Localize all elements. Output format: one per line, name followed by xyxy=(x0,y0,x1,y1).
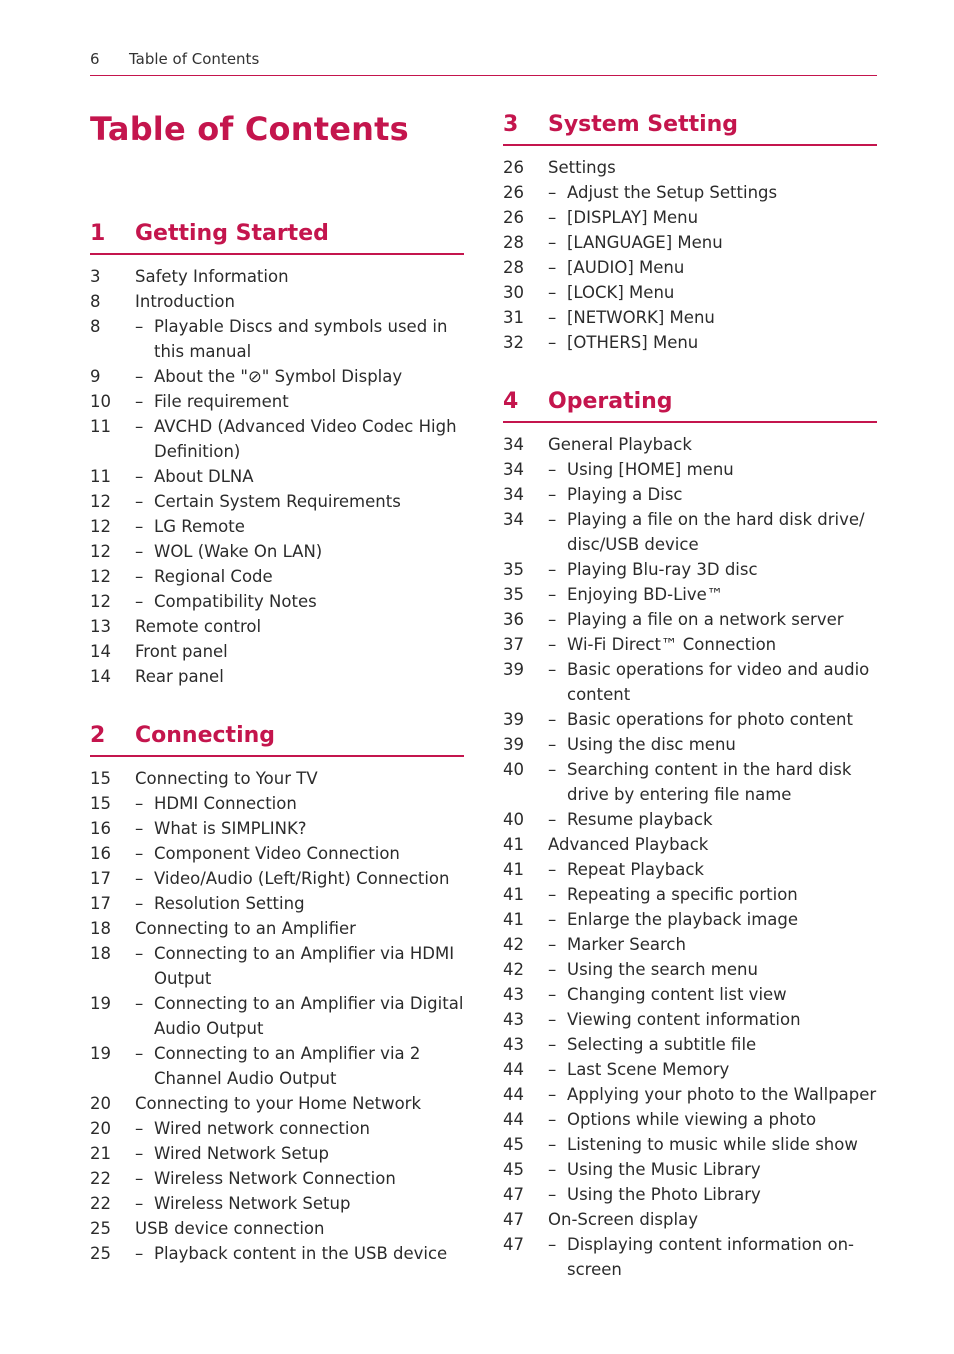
toc-entry-page: 35 xyxy=(503,585,524,604)
toc-entry xyxy=(90,866,464,891)
toc-entry-dash: – xyxy=(548,585,557,604)
toc-entry xyxy=(90,639,464,664)
toc-entry-page: 16 xyxy=(90,844,111,863)
toc-entry-page: 10 xyxy=(90,392,111,411)
toc-entry-page: 40 xyxy=(503,810,524,829)
toc-entry-dash: – xyxy=(135,1244,144,1263)
section-title: System Setting xyxy=(548,112,739,137)
toc-entry-page: 43 xyxy=(503,1010,524,1029)
toc-entry-page: 15 xyxy=(90,769,111,788)
toc-entry-page: 11 xyxy=(90,417,111,436)
toc-entry-text: About the "⊘" Symbol Display xyxy=(154,367,403,386)
toc-entry xyxy=(503,832,877,857)
toc-entry-dash: – xyxy=(548,935,557,954)
toc-entry xyxy=(503,657,877,707)
toc-entry xyxy=(503,882,877,907)
toc-entry-dash: – xyxy=(135,317,144,336)
toc-entry-text: Viewing content information xyxy=(567,1010,801,1029)
section-header xyxy=(90,723,464,757)
toc-entry-page: 17 xyxy=(90,894,111,913)
toc-entry-page: 30 xyxy=(503,283,524,302)
toc-entry-dash: – xyxy=(548,183,557,202)
toc-entry-dash: – xyxy=(135,944,144,963)
toc-entry-text: USB device connection xyxy=(135,1219,325,1238)
toc-entry-dash: – xyxy=(135,392,144,411)
toc-entry-text: Using the search menu xyxy=(567,960,758,979)
toc-entry-text: Basic operations for photo content xyxy=(567,710,853,729)
toc-entry-text: Using the disc menu xyxy=(567,735,736,754)
toc-entry xyxy=(503,557,877,582)
toc-entry-text: Displaying content information on-screen xyxy=(567,1235,854,1279)
toc-entry-text: [OTHERS] Menu xyxy=(567,333,699,352)
toc-entry-page: 14 xyxy=(90,642,111,661)
toc-entry-dash: – xyxy=(548,258,557,277)
toc-entry xyxy=(503,957,877,982)
toc-entry xyxy=(503,707,877,732)
toc-entry-dash: – xyxy=(548,735,557,754)
toc-entry-dash: – xyxy=(135,417,144,436)
toc-entry-dash: – xyxy=(135,467,144,486)
toc-entry-text: Connecting to an Amplifier via Digital Audio Output xyxy=(154,994,464,1038)
toc-entry-text: Enlarge the playback image xyxy=(567,910,799,929)
toc-entry-page: 42 xyxy=(503,935,524,954)
toc-entry xyxy=(503,205,877,230)
toc-entry xyxy=(503,330,877,355)
toc-entry xyxy=(503,807,877,832)
toc-entry-text: Using [HOME] menu xyxy=(567,460,734,479)
toc-entry-page: 47 xyxy=(503,1210,524,1229)
toc-entry xyxy=(90,464,464,489)
toc-entry-page: 8 xyxy=(90,317,101,336)
toc-entry-text: Enjoying BD-Live™ xyxy=(567,585,724,604)
toc-entry xyxy=(503,732,877,757)
toc-entry-text: AVCHD (Advanced Video Codec High Definition) xyxy=(154,417,457,461)
toc-entry-page: 37 xyxy=(503,635,524,654)
toc-entry-dash: – xyxy=(548,760,557,779)
toc-entry-text: Wireless Network Setup xyxy=(154,1194,351,1213)
toc-entry-text: What is SIMPLINK? xyxy=(154,819,307,838)
toc-entry-page: 9 xyxy=(90,367,101,386)
toc-entry-page: 44 xyxy=(503,1110,524,1129)
toc-entry-page: 39 xyxy=(503,710,524,729)
toc-entry-text: Front panel xyxy=(135,642,228,661)
toc-entry-text: Remote control xyxy=(135,617,262,636)
toc-entry-dash: – xyxy=(548,233,557,252)
toc-entry-page: 39 xyxy=(503,660,524,679)
toc-entry-page: 12 xyxy=(90,592,111,611)
toc-entry-dash: – xyxy=(135,542,144,561)
toc-entry xyxy=(90,614,464,639)
toc-entry-text: Using the Music Library xyxy=(567,1160,761,1179)
toc-entry xyxy=(503,1207,877,1232)
toc-entry-text: [DISPLAY] Menu xyxy=(567,208,699,227)
toc-entry-dash: – xyxy=(548,810,557,829)
toc-entry-page: 28 xyxy=(503,233,524,252)
toc-entry-text: On-Screen display xyxy=(548,1210,698,1229)
toc-entry xyxy=(90,891,464,916)
toc-entry-dash: – xyxy=(135,567,144,586)
toc-entry xyxy=(503,482,877,507)
toc-entry xyxy=(90,1166,464,1191)
toc-entry xyxy=(90,1216,464,1241)
toc-entry-text: Changing content list view xyxy=(567,985,787,1004)
toc-entry-page: 26 xyxy=(503,208,524,227)
toc-entry xyxy=(90,1041,464,1091)
toc-entry-text: Using the Photo Library xyxy=(567,1185,761,1204)
toc-entry-page: 3 xyxy=(90,267,101,286)
toc-entry-text: Compatibility Notes xyxy=(154,592,317,611)
toc-entry-text: File requirement xyxy=(154,392,289,411)
toc-entry xyxy=(503,1232,877,1282)
toc-entry-text: Connecting to an Amplifier via 2 Channel Audio Output xyxy=(154,1044,421,1088)
toc-entry xyxy=(503,280,877,305)
toc-entry-text: Connecting to your Home Network xyxy=(135,1094,422,1113)
toc-entry xyxy=(503,432,877,457)
toc-entry xyxy=(503,1107,877,1132)
toc-entry xyxy=(90,1116,464,1141)
toc-entry-dash: – xyxy=(548,283,557,302)
toc-entry-dash: – xyxy=(548,1185,557,1204)
toc-entry-dash: – xyxy=(135,1194,144,1213)
toc-entry-text: [LOCK] Menu xyxy=(567,283,675,302)
toc-entry-page: 16 xyxy=(90,819,111,838)
toc-entry-dash: – xyxy=(548,910,557,929)
toc-entry xyxy=(90,766,464,791)
toc-entry-text: Regional Code xyxy=(154,567,273,586)
toc-entry-dash: – xyxy=(548,960,557,979)
toc-entry-dash: – xyxy=(135,517,144,536)
section-title: Operating xyxy=(548,389,673,414)
toc-entry xyxy=(503,1182,877,1207)
toc-entry-page: 20 xyxy=(90,1094,111,1113)
toc-entry-page: 26 xyxy=(503,183,524,202)
toc-entry-dash: – xyxy=(548,460,557,479)
toc-entry-page: 8 xyxy=(90,292,101,311)
toc-entry-text: Advanced Playback xyxy=(548,835,709,854)
toc-entry-dash: – xyxy=(548,485,557,504)
toc-entry-text: Listening to music while slide show xyxy=(567,1135,858,1154)
section-number: 3 xyxy=(503,112,519,137)
toc-entry xyxy=(503,932,877,957)
toc-entry-dash: – xyxy=(135,869,144,888)
toc-entry-dash: – xyxy=(548,560,557,579)
toc-entry xyxy=(503,155,877,180)
toc-entry-page: 34 xyxy=(503,485,524,504)
toc-entry xyxy=(90,589,464,614)
toc-entry-dash: – xyxy=(548,1110,557,1129)
toc-entry-page: 14 xyxy=(90,667,111,686)
toc-entry-page: 12 xyxy=(90,492,111,511)
toc-entry-dash: – xyxy=(135,794,144,813)
toc-entry-page: 44 xyxy=(503,1060,524,1079)
toc-entry-page: 47 xyxy=(503,1235,524,1254)
running-header xyxy=(90,48,877,76)
toc-entry-page: 15 xyxy=(90,794,111,813)
toc-entry-text: Repeat Playback xyxy=(567,860,704,879)
toc-entry xyxy=(90,564,464,589)
page-number: 6 xyxy=(90,50,100,68)
toc-entry-dash: – xyxy=(135,1119,144,1138)
toc-entry-dash: – xyxy=(548,1035,557,1054)
toc-entry xyxy=(90,1141,464,1166)
toc-entry-text: Wi-Fi Direct™ Connection xyxy=(567,635,777,654)
running-title: Table of Contents xyxy=(129,50,260,68)
toc-entry xyxy=(503,857,877,882)
toc-entry-text: Searching content in the hard disk drive by entering file name xyxy=(567,760,852,804)
toc-entry xyxy=(503,1007,877,1032)
toc-entry xyxy=(503,1132,877,1157)
toc-entry-page: 43 xyxy=(503,1035,524,1054)
toc-entry-dash: – xyxy=(135,819,144,838)
toc-entry-text: HDMI Connection xyxy=(154,794,297,813)
toc-entry-page: 20 xyxy=(90,1119,111,1138)
toc-entry-list xyxy=(503,432,877,1282)
toc-entry-dash: – xyxy=(548,1235,557,1254)
toc-entry-page: 12 xyxy=(90,542,111,561)
toc-entry-page: 44 xyxy=(503,1085,524,1104)
toc-entry-list xyxy=(503,155,877,355)
toc-entry-page: 34 xyxy=(503,435,524,454)
toc-entry xyxy=(90,364,464,389)
section-system-setting xyxy=(503,112,877,355)
toc-entry-text: [NETWORK] Menu xyxy=(567,308,715,327)
toc-entry-dash: – xyxy=(548,1160,557,1179)
toc-entry-dash: – xyxy=(548,635,557,654)
toc-entry xyxy=(90,791,464,816)
toc-entry xyxy=(90,841,464,866)
toc-entry-list xyxy=(90,264,464,689)
toc-entry xyxy=(90,389,464,414)
toc-entry-text: Resolution Setting xyxy=(154,894,305,913)
section-number: 4 xyxy=(503,389,519,414)
toc-entry-dash: – xyxy=(135,592,144,611)
toc-entry-page: 12 xyxy=(90,517,111,536)
toc-entry-text: Wired network connection xyxy=(154,1119,370,1138)
toc-entry-dash: – xyxy=(548,510,557,529)
toc-entry-page: 11 xyxy=(90,467,111,486)
toc-entry xyxy=(90,514,464,539)
toc-entry-text: WOL (Wake On LAN) xyxy=(154,542,323,561)
toc-entry-text: Connecting to an Amplifier via HDMI Output xyxy=(154,944,455,988)
toc-entry-dash: – xyxy=(548,985,557,1004)
toc-entry xyxy=(503,507,877,557)
toc-entry-dash: – xyxy=(548,710,557,729)
section-operating xyxy=(503,389,877,1282)
toc-entry-page: 17 xyxy=(90,869,111,888)
toc-entry-text: Certain System Requirements xyxy=(154,492,401,511)
toc-entry-dash: – xyxy=(548,333,557,352)
toc-entry-text: Connecting to an Amplifier xyxy=(135,919,356,938)
toc-entry-text: Wireless Network Connection xyxy=(154,1169,396,1188)
section-connecting xyxy=(90,723,464,1266)
toc-entry-text: Playing a file on the hard disk drive/ disc/USB device xyxy=(567,510,865,554)
toc-entry xyxy=(90,1091,464,1116)
toc-entry-page: 26 xyxy=(503,158,524,177)
toc-entry-text: Repeating a specific portion xyxy=(567,885,798,904)
toc-entry xyxy=(503,1032,877,1057)
toc-entry-text: Introduction xyxy=(135,292,235,311)
toc-entry-page: 35 xyxy=(503,560,524,579)
toc-entry xyxy=(503,305,877,330)
toc-entry-dash: – xyxy=(548,885,557,904)
toc-entry-dash: – xyxy=(135,894,144,913)
toc-entry-text: [AUDIO] Menu xyxy=(567,258,685,277)
toc-entry-text: Selecting a subtitle file xyxy=(567,1035,757,1054)
toc-entry-dash: – xyxy=(135,1044,144,1063)
section-title: Getting Started xyxy=(135,221,329,246)
toc-entry xyxy=(503,255,877,280)
toc-entry xyxy=(503,582,877,607)
toc-entry-dash: – xyxy=(548,1085,557,1104)
toc-entry-text: Playing a Disc xyxy=(567,485,683,504)
toc-entry-dash: – xyxy=(548,1060,557,1079)
toc-entry-text: Safety Information xyxy=(135,267,289,286)
toc-entry-page: 43 xyxy=(503,985,524,1004)
toc-entry-dash: – xyxy=(548,660,557,679)
toc-entry-page: 45 xyxy=(503,1160,524,1179)
toc-entry-page: 19 xyxy=(90,994,111,1013)
toc-entry-page: 31 xyxy=(503,308,524,327)
toc-entry-text: Rear panel xyxy=(135,667,224,686)
section-title: Connecting xyxy=(135,723,276,748)
toc-entry xyxy=(90,816,464,841)
toc-entry xyxy=(90,941,464,991)
toc-entry-text: Playing a file on a network server xyxy=(567,610,844,629)
toc-entry-text: About DLNA xyxy=(154,467,254,486)
toc-entry-page: 41 xyxy=(503,885,524,904)
toc-entry xyxy=(503,1082,877,1107)
toc-entry-page: 34 xyxy=(503,460,524,479)
toc-entry-text: General Playback xyxy=(548,435,692,454)
toc-entry-page: 34 xyxy=(503,510,524,529)
toc-entry xyxy=(90,1191,464,1216)
toc-entry-page: 42 xyxy=(503,960,524,979)
toc-entry-text: Wired Network Setup xyxy=(154,1144,329,1163)
toc-entry xyxy=(90,539,464,564)
toc-entry-dash: – xyxy=(548,308,557,327)
toc-entry xyxy=(503,1057,877,1082)
toc-entry-text: Component Video Connection xyxy=(154,844,400,863)
toc-entry-dash: – xyxy=(135,1144,144,1163)
toc-entry xyxy=(503,907,877,932)
toc-entry xyxy=(90,289,464,314)
toc-entry-text: Applying your photo to the Wallpaper xyxy=(567,1085,877,1104)
toc-entry-dash: – xyxy=(548,610,557,629)
toc-entry-dash: – xyxy=(548,860,557,879)
toc-entry-text: Connecting to Your TV xyxy=(135,769,318,788)
toc-entry xyxy=(503,180,877,205)
toc-entry-page: 21 xyxy=(90,1144,111,1163)
toc-entry-page: 13 xyxy=(90,617,111,636)
toc-entry xyxy=(90,314,464,364)
section-header xyxy=(503,389,877,423)
toc-entry-page: 28 xyxy=(503,258,524,277)
toc-entry-dash: – xyxy=(548,1135,557,1154)
toc-entry-text: Last Scene Memory xyxy=(567,1060,730,1079)
toc-entry xyxy=(503,757,877,807)
toc-entry xyxy=(503,607,877,632)
toc-entry-text: Playback content in the USB device xyxy=(154,1244,448,1263)
toc-entry-text: Settings xyxy=(548,158,616,177)
toc-entry xyxy=(90,916,464,941)
section-header xyxy=(90,221,464,255)
toc-entry-dash: – xyxy=(135,844,144,863)
toc-entry-dash: – xyxy=(548,208,557,227)
toc-entry-dash: – xyxy=(135,492,144,511)
toc-entry-text: [LANGUAGE] Menu xyxy=(567,233,723,252)
toc-entry-page: 19 xyxy=(90,1044,111,1063)
toc-entry-text: Marker Search xyxy=(567,935,686,954)
toc-entry-dash: – xyxy=(135,994,144,1013)
toc-entry-text: Video/Audio (Left/Right) Connection xyxy=(154,869,450,888)
toc-entry-dash: – xyxy=(548,1010,557,1029)
section-header xyxy=(503,112,877,146)
toc-entry-page: 22 xyxy=(90,1194,111,1213)
toc-entry-page: 41 xyxy=(503,910,524,929)
toc-entry-page: 36 xyxy=(503,610,524,629)
toc-entry-page: 25 xyxy=(90,1244,111,1263)
toc-entry xyxy=(90,1241,464,1266)
toc-entry-page: 41 xyxy=(503,860,524,879)
section-getting-started xyxy=(90,221,464,689)
toc-entry xyxy=(503,632,877,657)
toc-entry-page: 12 xyxy=(90,567,111,586)
toc-entry-text: Resume playback xyxy=(567,810,713,829)
toc-entry-text: LG Remote xyxy=(154,517,245,536)
toc-entry-dash: – xyxy=(135,1169,144,1188)
section-number: 1 xyxy=(90,221,106,246)
toc-entry-text: Playable Discs and symbols used in this manual xyxy=(154,317,448,361)
toc-entry-page: 18 xyxy=(90,919,111,938)
toc-entry xyxy=(90,991,464,1041)
toc-entry-page: 32 xyxy=(503,333,524,352)
toc-entry-text: Basic operations for video and audio content xyxy=(567,660,870,704)
toc-entry xyxy=(90,264,464,289)
toc-entry xyxy=(90,489,464,514)
toc-entry-page: 39 xyxy=(503,735,524,754)
toc-entry-page: 25 xyxy=(90,1219,111,1238)
toc-entry xyxy=(90,414,464,464)
page-title: Table of Contents xyxy=(90,110,409,148)
toc-entry xyxy=(90,664,464,689)
toc-entry xyxy=(503,457,877,482)
toc-entry xyxy=(503,230,877,255)
toc-entry-page: 18 xyxy=(90,944,111,963)
toc-entry-page: 47 xyxy=(503,1185,524,1204)
toc-entry-text: Options while viewing a photo xyxy=(567,1110,817,1129)
toc-entry xyxy=(503,982,877,1007)
toc-entry-page: 40 xyxy=(503,760,524,779)
toc-entry-text: Adjust the Setup Settings xyxy=(567,183,778,202)
toc-entry-dash: – xyxy=(135,367,144,386)
toc-entry-page: 41 xyxy=(503,835,524,854)
toc-entry-page: 22 xyxy=(90,1169,111,1188)
section-number: 2 xyxy=(90,723,106,748)
toc-entry-page: 45 xyxy=(503,1135,524,1154)
toc-entry-text: Playing Blu-ray 3D disc xyxy=(567,560,758,579)
toc-entry-list xyxy=(90,766,464,1266)
toc-entry xyxy=(503,1157,877,1182)
